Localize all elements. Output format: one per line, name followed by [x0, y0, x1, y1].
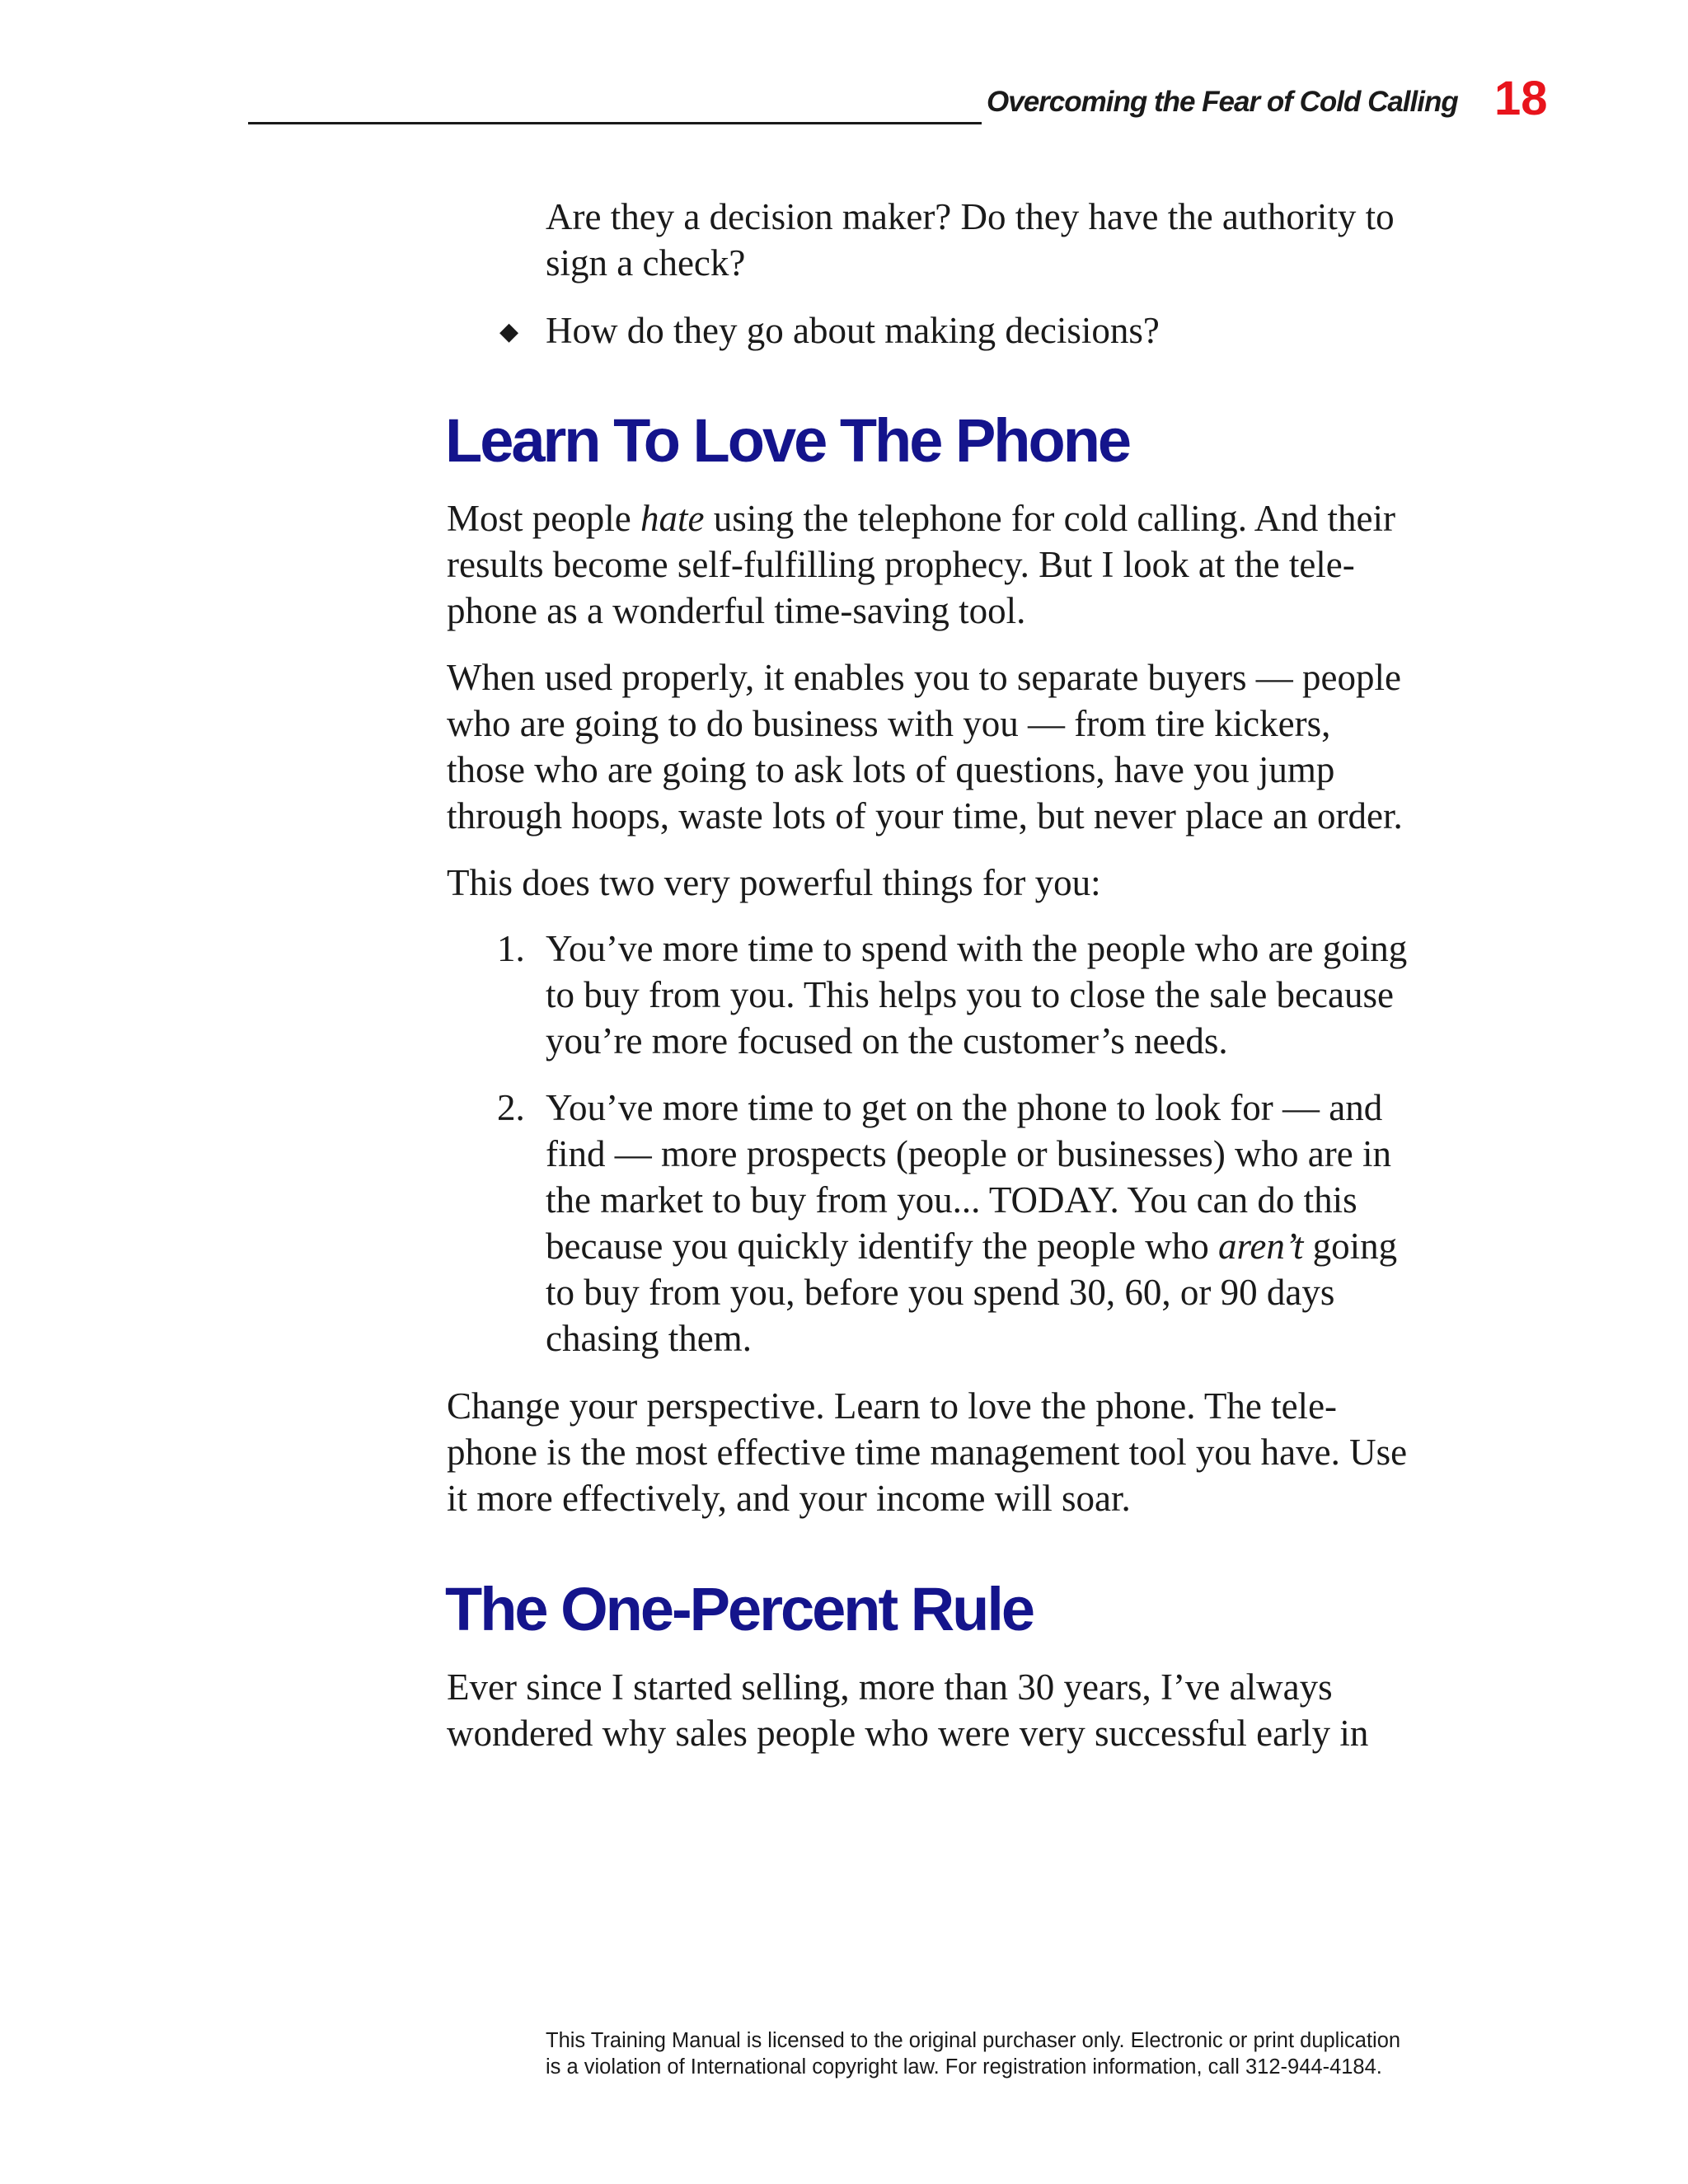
paragraph [447, 1664, 1444, 1756]
text-line: Ever since I started selling, more than 30 years, I’ve always [447, 1666, 1333, 1708]
list-number: 2. [497, 1087, 525, 1128]
text-line: to buy from you. This helps you to close the sale because [546, 974, 1394, 1015]
footer-line: This Training Manual is licensed to the original purchaser only. Electronic or print duplication [546, 2029, 1401, 2052]
text-line: the market to buy from you... TODAY. You can do this [546, 1179, 1357, 1221]
text-line: Change your perspective. Learn to love the phone. The tele- [447, 1385, 1338, 1427]
text-run: going [1303, 1226, 1398, 1267]
text-line: you’re more focused on the customer’s needs. [546, 1020, 1228, 1062]
text-line: When used properly, it enables you to separate buyers — people [447, 657, 1401, 698]
text-line: sign a check? [546, 242, 746, 284]
paragraph [447, 495, 1444, 634]
list-number: 1. [497, 928, 525, 969]
text-line: Are they a decision maker? Do they have the authority to [546, 196, 1395, 237]
text-line: to buy from you, before you spend 30, 60, or 90 days [546, 1272, 1335, 1313]
text-run: because you quickly identify the people who [546, 1226, 1219, 1267]
bullet-item [546, 307, 1160, 354]
text-line: You’ve more time to get on the phone to look for — and [546, 1087, 1383, 1128]
bullet-text: How do they go about making decisions? [546, 310, 1160, 351]
paragraph [447, 860, 1444, 906]
text-line: results become self-fulfilling prophecy. But I look at the tele- [447, 544, 1355, 585]
text-line: through hoops, waste lots of your time, but never place an order. [447, 795, 1403, 837]
list-item [546, 1085, 1397, 1361]
paragraph [447, 654, 1444, 839]
text-line: phone is the most effective time management tool you have. Use [447, 1432, 1408, 1473]
text-line: who are going to do business with you — from tire kickers, [447, 703, 1331, 744]
list-item [546, 926, 1407, 1064]
text-line: This does two very powerful things for you: [447, 862, 1101, 903]
emphasis: hate [640, 498, 705, 539]
text-line: it more effectively, and your income will soar. [447, 1478, 1131, 1519]
text-line: You’ve more time to spend with the people who are going [546, 928, 1408, 969]
section-heading-one-percent-rule: The One-Percent Rule [445, 1575, 1034, 1643]
footer-line: is a violation of International copyright law. For registration information, call 312-944-4184. [546, 2055, 1382, 2079]
text-line [447, 495, 1444, 541]
text-line: chasing them. [546, 1318, 752, 1359]
header-rule [248, 122, 982, 124]
diamond-bullet-icon: ◆ [499, 318, 519, 345]
text-line: find — more prospects (people or businesses) who are in [546, 1133, 1391, 1174]
running-title: Overcoming the Fear of Cold Calling [987, 86, 1458, 118]
text-line: those who are going to ask lots of questions, have you jump [447, 749, 1335, 790]
text-line: phone as a wonderful time-saving tool. [447, 590, 1026, 631]
text-run: Most people [447, 498, 640, 539]
text-line [546, 1223, 1397, 1269]
copyright-notice [546, 2027, 1444, 2080]
page-header [248, 71, 1559, 129]
bullet-continuation [546, 194, 1395, 286]
text-run: using the telephone for cold calling. And their [704, 498, 1396, 539]
section-heading-learn-to-love-the-phone: Learn To Love The Phone [445, 406, 1130, 475]
paragraph [447, 1383, 1444, 1521]
page-number: 18 [1494, 72, 1548, 125]
emphasis: aren’t [1218, 1226, 1304, 1267]
text-line: wondered why sales people who were very successful early in [447, 1713, 1369, 1754]
